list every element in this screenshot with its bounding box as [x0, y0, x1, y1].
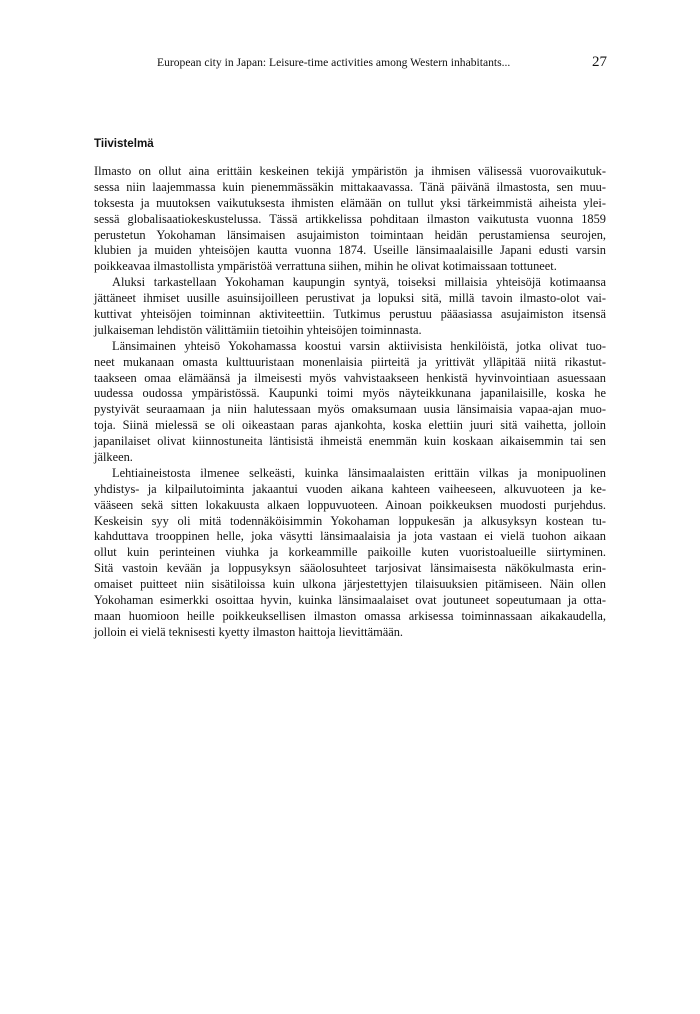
page-number: 27 [592, 54, 607, 70]
text-line: neet mukanaan omasta kulttuuristaan monenlaisia piirteitä ja yrittivät ylläpitää niitä rikastut- [94, 354, 606, 369]
paragraph [94, 164, 606, 275]
paragraph [94, 339, 606, 466]
text-line: kahduttava trooppinen helle, joka väsytti länsimaalaisia ja jota vastaan ei vielä tuohon aikaan [94, 529, 606, 544]
text-line: japanilaiset olivat kiinnostuneita läntisistä ihmeistä enemmän kuin koskaan aikaisemmin tai sen [94, 434, 606, 449]
text-line: toksesta ja muutoksen vaikutuksesta ihmisten elämään on tullut yksi tärkeimmistä aiheista ylei- [94, 195, 606, 210]
text-line: Länsimainen yhteisö Yokohamassa koostui varsin aktiivisista henkilöistä, jotka olivat tuo- [112, 338, 606, 353]
paragraph [94, 466, 606, 641]
text-line: taakseen omaa elämäänsä ja ilmeisesti myös vahvistaakseen henkistä hyvinvointiaan asuessaan [94, 370, 606, 385]
text-line: omaiset puitteet niin sisätiloissa kuin ulkona järjestettyjen tilaisuuksien pitämiseen. Näin ollen [94, 577, 606, 592]
text-line: maan huomioon heille poikkeuksellisen ilmaston omassa arkisessa toiminnassaan aikakaudella, [94, 608, 606, 623]
text-line: jälkeen. [94, 450, 133, 465]
text-line: Lehtiaineistosta ilmenee selkeästi, kuinka länsimaalaisten erittäin vilkas ja monipuolinen [112, 465, 606, 480]
text-line: yhdistys- ja kilpailutoiminta jakaantui vuoden aikana kahteen vaiheeseen, alkuvuoteen ja ke- [94, 481, 606, 496]
text-line: poikkeavaa ilmastollista ympäristöä verrattuna siihen, mihin he olivat kotimaissaan tottuneet. [94, 259, 557, 274]
text-line: klubien ja muiden yhteisöjen kautta vuonna 1874. Useille länsimaalaisille Japani edusti varsin [94, 243, 606, 258]
text-line: jättäneet ihmiset uusille asuinsijoilleen perustivat ja lopuksi sitä, millä tavoin ilmasto-olot vai- [94, 291, 606, 306]
text-line: sessä globalisaatiokeskustelussa. Tässä artikkelissa pohditaan ilmaston vaikutusta vuonna 1859 [94, 211, 606, 226]
text-line: uudessa oudossa ympäristössä. Kaupunki toimi myös näyteikkunana japanilaisille, koska he [94, 386, 606, 401]
text-line: Aluksi tarkastellaan Yokohaman kaupungin syntyä, toiseksi millaisia yhteisöjä kotimaansa [112, 275, 606, 290]
text-line: toja. Siinä mielessä se oli oikeastaan paras ajankohta, koska elettiin juuri sitä vaihetta, jolloin [94, 418, 606, 433]
text-line: vääseen sekä sitten lokakuusta alkaen loppuvuoteen. Ainoan poikkeuksen muodosti purjehdus. [94, 497, 606, 512]
running-header [157, 54, 607, 74]
text-line: Yokohaman esimerkki osoittaa hyvin, kuinka länsimaalaiset ovat joutuneet sopeutumaan ja otta- [94, 593, 606, 608]
text-line: sessa niin laajemmassa kuin pienemmässäkin mittakaavassa. Tänä päivänä ilmastosta, sen muu- [94, 179, 606, 194]
text-line: kuttivat yhteisöjen toiminnan aktiviteettiin. Tutkimus perustuu pääasiassa asujaimiston itsensä [94, 307, 606, 322]
text-line: ollut kuin perinteinen viuhka ja korkeammille paikoille kuten vuoristoalueille siirtyminen. [94, 545, 606, 560]
section-heading: Tiivistelmä [94, 137, 154, 150]
abstract-body [94, 164, 606, 641]
text-line: Ilmasto on ollut aina erittäin keskeinen tekijä ympäristön ja ihmisen välisessä vuorovaikutuk- [94, 164, 606, 178]
paragraph [94, 275, 606, 339]
text-line: perustetun Yokohaman länsimaisen asujaimiston toimintaan heidän perustamiensa seurojen, [94, 227, 606, 242]
running-title: European city in Japan: Leisure-time activities among Western inhabitants... [157, 56, 511, 69]
text-line: Keskeisin syy oli mitä todennäköisimmin Yokohaman loppukesän ja alkusyksyn kostean tu- [94, 513, 606, 528]
text-line: julkaiseman lehdistön välittämiin tietoihin yhteisöjen toiminnasta. [94, 322, 422, 337]
text-line: Sitä vastoin kevään ja loppusyksyn sääolosuhteet tarjosivat länsimaisesta näkökulmasta erin- [94, 561, 606, 576]
text-line: jolloin ei vielä teknisesti kyetty ilmaston haittoja lievittämään. [94, 624, 404, 639]
text-line: pystyivät seuraamaan ja niin halutessaan myös omaksumaan uusia länsimaisia vapaa-ajan muo- [94, 402, 606, 417]
